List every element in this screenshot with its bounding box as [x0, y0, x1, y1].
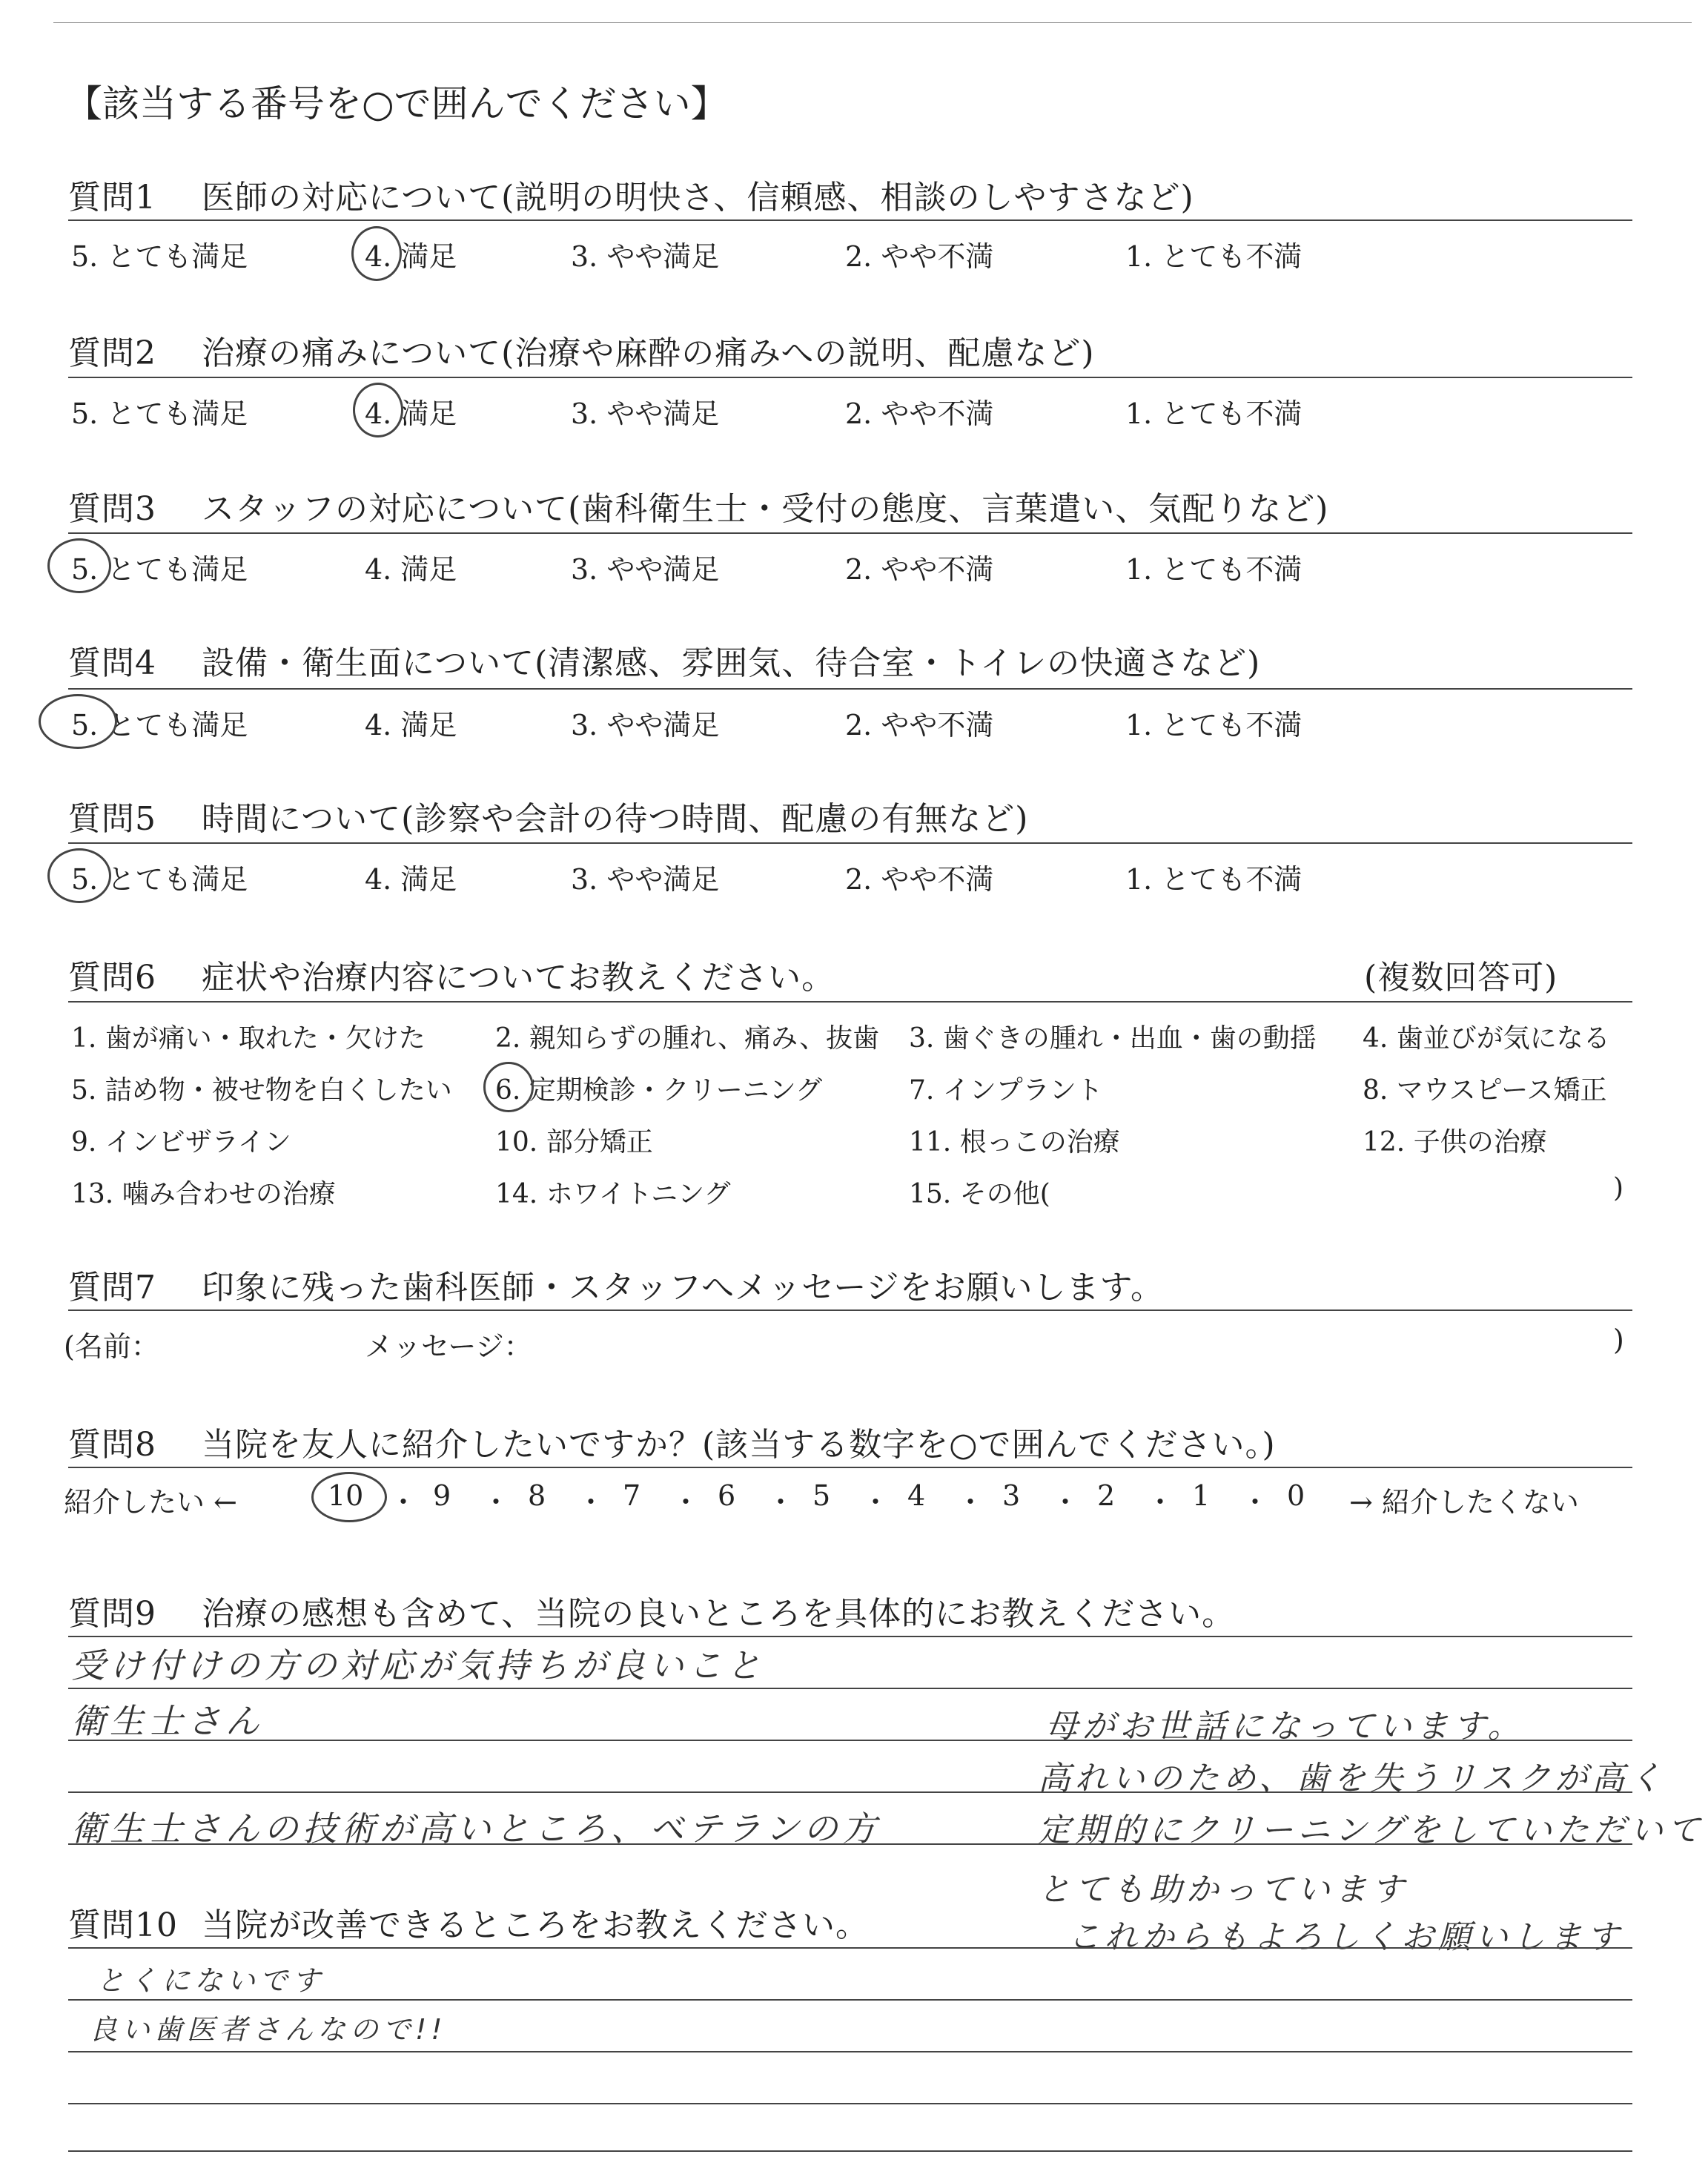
q9-answer-line-3: 衛生士さんの技術が高いところ、ベテランの方	[71, 1809, 881, 1849]
q8-scale-8[interactable]: 8	[528, 1479, 546, 1512]
q6-item-11[interactable]: 11. 根っこの治療	[909, 1127, 1120, 1157]
q8-right-label: → 紹介したくない	[1349, 1486, 1579, 1519]
q8-label: 質問8	[68, 1426, 156, 1464]
q4-option-3[interactable]: 3. やや満足	[571, 709, 720, 742]
q3-option-3[interactable]: 3. やや満足	[571, 553, 720, 586]
q6-selected-circle	[483, 1062, 534, 1112]
q6-item-13[interactable]: 13. 噛み合わせの治療	[71, 1179, 336, 1209]
q3-selected-circle	[47, 538, 111, 593]
q6-item-2[interactable]: 2. 親知らずの腫れ、痛み、抜歯	[495, 1023, 880, 1054]
q6-other-close-paren: )	[1613, 1173, 1624, 1203]
q8-scale-3[interactable]: 3	[1002, 1479, 1021, 1512]
q6-item-8[interactable]: 8. マウスピース矯正	[1363, 1075, 1607, 1106]
q9-answer-line-1: 受け付けの方の対応が気持ちが良いこと	[71, 1645, 765, 1685]
q3-label: 質問3	[68, 490, 156, 528]
q1-option-2[interactable]: 2. やや不満	[845, 240, 994, 273]
q6-item-5[interactable]: 5. 詰め物・被せ物を白くしたい	[71, 1075, 452, 1106]
q6-label: 質問6	[68, 959, 156, 997]
q7-title: 印象に残った歯科医師・スタッフへメッセージをお願いします。	[202, 1269, 1164, 1307]
q8-scale-7[interactable]: 7	[623, 1479, 641, 1512]
q9-right-line-2: 高れいのため、歯を失うリスクが高く	[1038, 1760, 1666, 1797]
q1-label: 質問1	[68, 179, 156, 217]
q2-label: 質問2	[68, 334, 156, 372]
q1-title: 医師の対応について(説明の明快さ、信頼感、相談のしやすさなど)	[202, 179, 1194, 217]
q9-right-line-5: これからもよろしくお願いします	[1068, 1918, 1623, 1956]
q8-separator: ・	[956, 1486, 985, 1519]
q8-separator: ・	[1241, 1486, 1270, 1519]
q10-title: 当院が改善できるところをお教えください。	[202, 1906, 869, 1944]
q8-separator: ・	[577, 1486, 606, 1519]
q3-option-1[interactable]: 1. とても不満	[1125, 553, 1302, 586]
q1-selected-circle	[351, 226, 402, 281]
q10-answer-line-1: とくにないです	[96, 1964, 325, 1997]
q8-scale-4[interactable]: 4	[907, 1479, 926, 1512]
q3-option-5[interactable]: 5. とても満足	[71, 553, 248, 586]
q6-item-1[interactable]: 1. 歯が痛い・取れた・欠けた	[71, 1023, 426, 1054]
q7-message-label: メッセージ：	[365, 1330, 532, 1363]
q2-option-3[interactable]: 3. やや満足	[571, 397, 720, 430]
q2-title: 治療の痛みについて(治療や麻酔の痛みへの説明、配慮など)	[202, 334, 1095, 372]
q4-option-2[interactable]: 2. やや不満	[845, 709, 994, 742]
q7-label: 質問7	[68, 1269, 156, 1307]
q10-answer-line-2: 良い歯医者さんなので!!	[89, 2013, 447, 2046]
q6-item-7[interactable]: 7. インプラント	[909, 1075, 1103, 1106]
q9-right-line-3: 定期的にクリーニングをしていただいて	[1038, 1811, 1705, 1849]
q8-selected-circle	[311, 1472, 387, 1522]
q6-note: (複数回答可)	[1364, 959, 1558, 997]
q8-separator: ・	[861, 1486, 890, 1519]
q6-item-3[interactable]: 3. 歯ぐきの腫れ・出血・歯の動揺	[909, 1023, 1317, 1054]
q5-title: 時間について(診察や会計の待つ時間、配慮の有無など)	[202, 800, 1029, 838]
q8-scale-1[interactable]: 1	[1192, 1479, 1211, 1512]
q1-option-5[interactable]: 5. とても満足	[71, 240, 248, 273]
q3-title: スタッフの対応について(歯科衛生士・受付の態度、言葉遣い、気配りなど)	[202, 490, 1329, 528]
q6-title: 症状や治療内容についてお教えください。	[202, 959, 835, 997]
q2-option-5[interactable]: 5. とても満足	[71, 397, 248, 430]
q1-option-4[interactable]: 4. 満足	[365, 240, 457, 273]
q5-option-1[interactable]: 1. とても不満	[1125, 863, 1302, 896]
q6-item-9[interactable]: 9. インビザライン	[71, 1127, 291, 1157]
q8-scale-2[interactable]: 2	[1097, 1479, 1116, 1512]
q8-separator: ・	[1051, 1486, 1080, 1519]
q8-scale-6[interactable]: 6	[718, 1479, 736, 1512]
q7-name-label: (名前：	[64, 1330, 159, 1363]
q8-separator: ・	[482, 1486, 511, 1519]
q1-option-3[interactable]: 3. やや満足	[571, 240, 720, 273]
q5-option-3[interactable]: 3. やや満足	[571, 863, 720, 896]
q8-scale-10[interactable]: 10	[328, 1479, 364, 1512]
q8-separator: ・	[1146, 1486, 1175, 1519]
q3-option-2[interactable]: 2. やや不満	[845, 553, 994, 586]
q9-title: 治療の感想も含めて、当院の良いところを具体的にお教えください。	[202, 1595, 1236, 1633]
q10-label: 質問10	[68, 1906, 178, 1944]
q6-item-4[interactable]: 4. 歯並びが気になる	[1363, 1023, 1610, 1054]
top-border	[53, 22, 1692, 23]
q9-answer-line-2: 衛生士さん	[71, 1701, 264, 1741]
q2-option-2[interactable]: 2. やや不満	[845, 397, 994, 430]
q4-title: 設備・衛生面について(清潔感、雰囲気、待合室・トイレの快適さなど)	[202, 644, 1261, 682]
q2-option-1[interactable]: 1. とても不満	[1125, 397, 1302, 430]
q8-scale-5[interactable]: 5	[812, 1479, 831, 1512]
q2-selected-circle	[353, 383, 403, 437]
q5-option-5[interactable]: 5. とても満足	[71, 863, 248, 896]
q8-separator: ・	[389, 1486, 418, 1519]
q9-right-line-1: 母がお世話になっています。	[1045, 1708, 1525, 1745]
q5-option-2[interactable]: 2. やや不満	[845, 863, 994, 896]
q4-label: 質問4	[68, 644, 156, 682]
q8-scale-0[interactable]: 0	[1287, 1479, 1305, 1512]
q4-option-5[interactable]: 5. とても満足	[71, 709, 248, 742]
q6-item-10[interactable]: 10. 部分矯正	[495, 1127, 653, 1157]
q5-label: 質問5	[68, 800, 156, 838]
q5-option-4[interactable]: 4. 満足	[365, 863, 457, 896]
q1-option-1[interactable]: 1. とても不満	[1125, 240, 1302, 273]
q4-option-1[interactable]: 1. とても不満	[1125, 709, 1302, 742]
q6-item-6[interactable]: 6. 定期検診・クリーニング	[495, 1075, 823, 1106]
q5-selected-circle	[47, 848, 111, 903]
q3-option-4[interactable]: 4. 満足	[365, 553, 457, 586]
q6-item-15[interactable]: 15. その他(	[909, 1179, 1050, 1209]
q9-right-line-4: とても助かっています	[1038, 1871, 1409, 1909]
q4-selected-circle	[39, 694, 117, 749]
q8-separator: ・	[767, 1486, 795, 1519]
q8-left-label: 紹介したい ←	[64, 1486, 237, 1519]
q4-option-4[interactable]: 4. 満足	[365, 709, 457, 742]
q8-title: 当院を友人に紹介したいですか？(該当する数字を○で囲んでください。)	[202, 1426, 1276, 1464]
q6-item-12[interactable]: 12. 子供の治療	[1363, 1127, 1547, 1157]
q9-label: 質問9	[68, 1595, 156, 1633]
instruction-heading: 【該当する番号を○で囲んでください】	[65, 82, 728, 125]
q8-scale-9[interactable]: 9	[433, 1479, 451, 1512]
q8-separator: ・	[672, 1486, 701, 1519]
q7-close-paren: )	[1613, 1324, 1624, 1356]
q2-option-4[interactable]: 4. 満足	[365, 397, 457, 430]
q6-item-14[interactable]: 14. ホワイトニング	[495, 1179, 731, 1209]
